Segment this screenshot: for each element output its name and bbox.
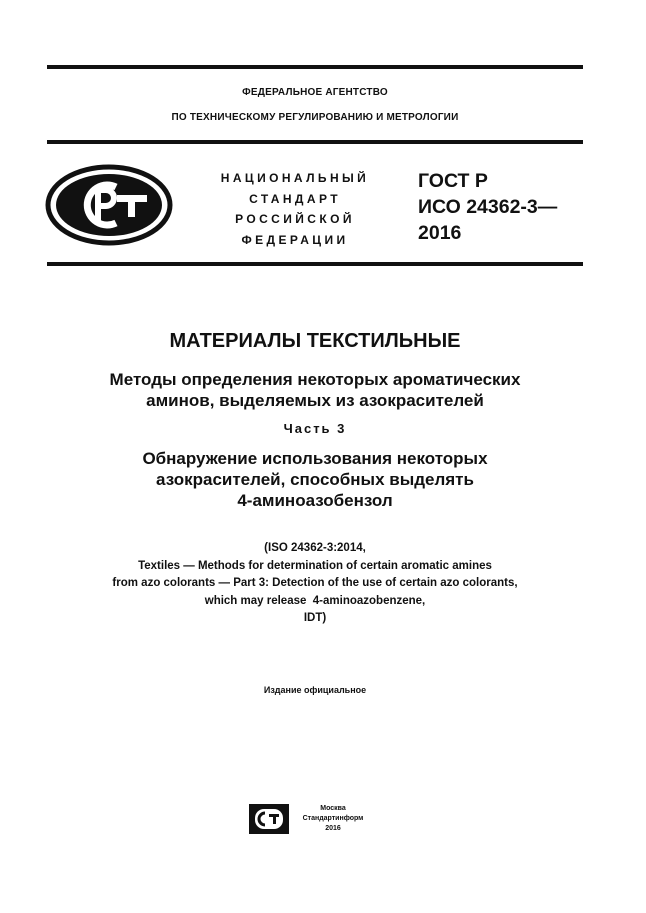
part-title-line-2: азокрасителей, способных выделять	[156, 470, 474, 489]
edition-label: Издание официальное	[263, 685, 367, 695]
iso-line-1: (ISO 24362-3:2014,	[264, 542, 366, 554]
agency-line-1: ФЕДЕРАЛЬНОЕ АГЕНТСТВО	[242, 87, 388, 98]
part-number: Часть 3	[283, 421, 347, 436]
standard-designation	[418, 168, 557, 246]
designation-line-1: ГОСТ Р	[418, 170, 488, 192]
iso-line-5: IDT)	[303, 612, 327, 624]
publisher-block	[297, 804, 369, 834]
iso-line-4: which may release 4-aminoazobenzene,	[204, 594, 426, 607]
rst-logo-icon	[44, 163, 174, 247]
part-title-line-1: Обнаружение использования некоторых	[142, 449, 488, 468]
national-standard-line-2: СТАНДАРТ	[249, 191, 341, 206]
national-standard-block	[200, 168, 390, 250]
top-rule	[47, 65, 583, 69]
subtitle-line-1: Методы определения некоторых ароматических	[109, 370, 521, 389]
part-title	[47, 448, 583, 511]
agency-line-2: ПО ТЕХНИЧЕСКОМУ РЕГУЛИРОВАНИЮ И МЕТРОЛОГИИ	[171, 112, 459, 123]
designation-line-2: ИСО 24362-3—	[418, 196, 558, 218]
publisher-year: 2016	[325, 825, 341, 832]
standartinform-logo-icon	[249, 804, 289, 834]
publisher-name: Стандартинформ	[302, 815, 364, 822]
subtitle-line-2: аминов, выделяемых из азокрасителей	[146, 391, 484, 410]
publisher-city: Москва	[320, 805, 346, 812]
national-standard-line-4: ФЕДЕРАЦИИ	[241, 232, 349, 247]
designation-line-3: 2016	[418, 222, 462, 244]
iso-reference	[47, 540, 583, 628]
iso-line-2: Textiles — Methods for determination of certain aromatic amines	[138, 559, 492, 572]
national-standard-line-3: РОССИЙСКОЙ	[235, 212, 355, 226]
document-title: МАТЕРИАЛЫ ТЕКСТИЛЬНЫЕ	[169, 330, 461, 352]
national-standard-line-1: НАЦИОНАЛЬНЫЙ	[220, 171, 370, 185]
part-title-line-3: 4-аминоазобензол	[237, 491, 393, 510]
document-subtitle	[47, 369, 583, 411]
iso-line-3: from azo colorants — Part 3: Detection of the use of certain azo colorants,	[112, 577, 518, 589]
header-rule	[47, 140, 583, 144]
title-rule	[47, 262, 583, 266]
